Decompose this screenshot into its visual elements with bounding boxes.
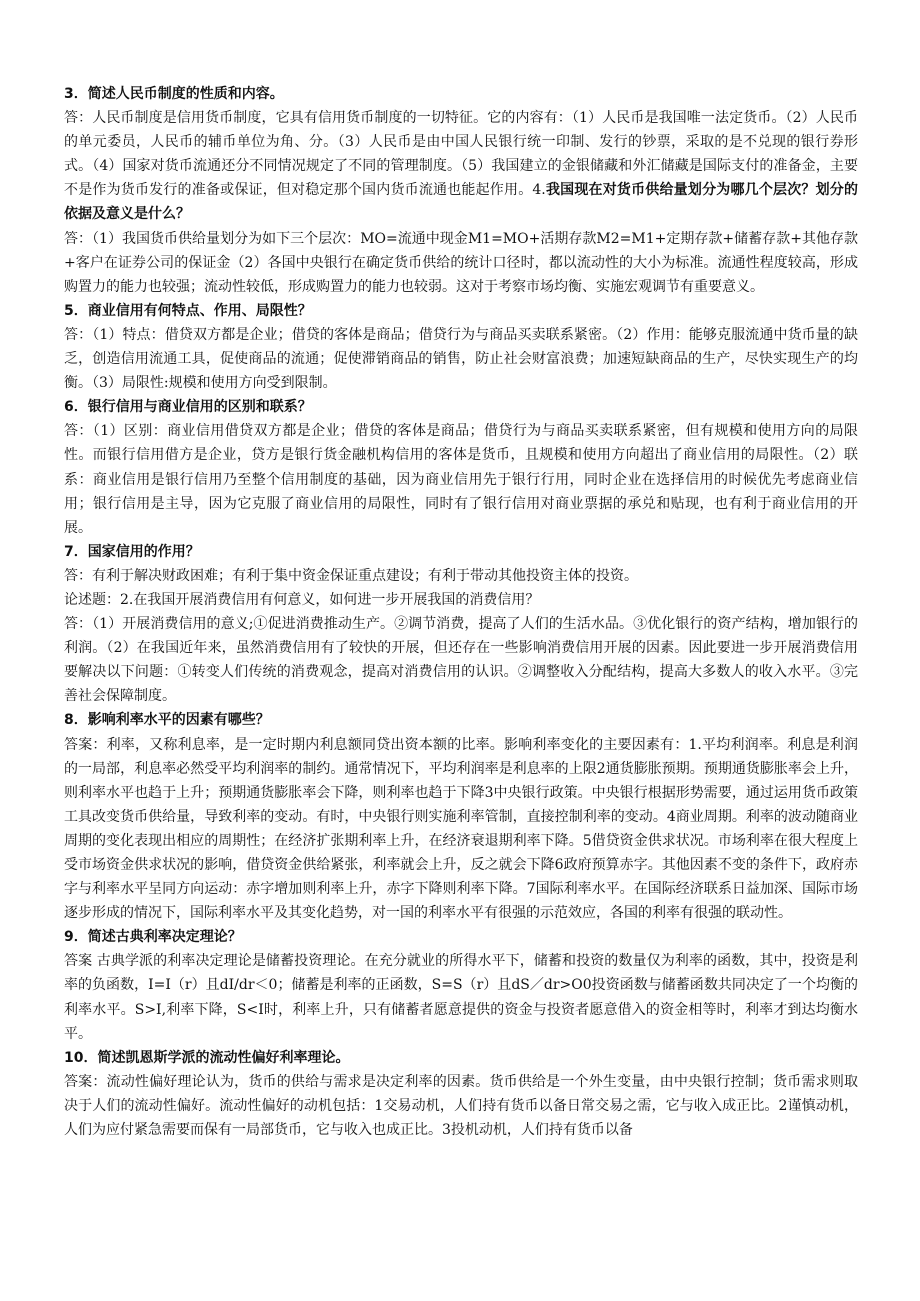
answer-10: 答案：流动性偏好理论认为，货币的供给与需求是决定利率的因素。货币供给是一个外生变量，由中央银行控制；货币需求则取决于人们的流动性偏好。流动性偏好的动机包括：1交易动机，人们持有货币以备日常交易之需，它与收入成正比。2谨慎动机，人们为应付紧急需要而保有一局部货币，它与收入也成正比。3投机动机，人们持有货币以备 — [64, 1073, 858, 1139]
answer-3 — [64, 106, 858, 226]
question-5-title: 5．商业信用有何特点、作用、局限性？ — [64, 302, 312, 319]
answer-3-text: 答：人民币制度是信用货币制度，它具有信用货币制度的一切特征。它的内容有：（1）人民币是我国唯一法定货币。（2）人民币的单元委员，人民币的辅币单位为角、分。（3）人民币是由中国人民银行统一印制、发行的钞票，采取的是不兑现的银行券形式。（4）国家对货币流通还分不同情况规定了不同的管理制度。（5）我国建立的金银储藏和外汇储藏是国际支付的准备金，主要不是作为货币发行的准备或保证，但对稳定那个国内货币流通也能起作用。4. — [64, 110, 858, 199]
document-page — [64, 82, 858, 1142]
question-7-title: 7．国家信用的作用？ — [64, 543, 200, 560]
answer-5: 答：（1）特点：借贷双方都是企业；借贷的客体是商品；借贷行为与商品买卖联系紧密。（2）作用：能够克服流通中货币量的缺乏，创造信用流通工具，促使商品的流通；促使滞销商品的销售，防止社会财富浪费；加速短缺商品的生产，尽快实现生产的均衡。（3）局限性:规模和使用方向受到限制。 — [64, 326, 858, 392]
question-9-title: 9．简述古典利率决定理论？ — [64, 929, 242, 946]
essay-answer: 答：（1）开展消费信用的意义;①促进消费推动生产。②调节消费，提高了人们的生活水品。③优化银行的资产结构，增加银行的利润。（2）在我国近年来，虽然消费信用有了较快的开展，但还存在一些影响消费信用开展的因素。因此要进一步开展消费信用要解决以下问题：①转变人们传统的消费观念，提高对消费信用的认识。②调整收入分配结构，提高大多数人的收入水平。③完善社会保障制度。 — [64, 616, 858, 705]
answer-9: 答案 古典学派的利率决定理论是储蓄投资理论。在充分就业的所得水平下，储蓄和投资的数量仅为利率的函数，其中，投资是利率的负函数，I=I（r）且dI/dr＜0；储蓄是利率的正函数，S=S（r）且dS／dr>O0投资函数与储蓄函数共同决定了一个均衡的利率水平。S>I,利率下降，S<I时，利率上升，只有储蓄者愿意提供的资金与投资者愿意借入的资金相等时，利率才到达均衡水平。 — [64, 953, 858, 1042]
answer-7: 答：有利于解决财政困难；有利于集中资金保证重点建设；有利于带动其他投资主体的投资。 — [64, 567, 638, 584]
answer-4: 答：（1）我国货币供给量划分为如下三个层次：MO=流通中现金M1=MO+活期存款M2=M1+定期存款+储蓄存款+其他存款+客户在证券公司的保证金（2）各国中央银行在确定货币供给的统计口径时，都以流动性的大小为标准。流通性程度较高，形成购置力的能力也较强；流动性较低，形成购置力的能力也较弱。这对于考察市场均衡、实施宏观调节有重要意义。 — [64, 230, 858, 295]
question-10-title: 10．简述凯恩斯学派的流动性偏好利率理论。 — [64, 1049, 350, 1066]
answer-6: 答：（1）区别：商业信用借贷双方都是企业；借贷的客体是商品；借贷行为与商品买卖联系紧密，但有规模和使用方向的局限性。而银行信用借方是企业，贷方是银行货金融机构信用的客体是货币，且规模和使用方向超出了商业信用的局限性。（2）联系：商业信用是银行信用乃至整个信用制度的基础，因为商业信用先于银行行用，同时企业在选择信用的时候优先考虑商业信用；银行信用是主导，因为它克服了商业信用的局限性，同时有了银行信用对商业票据的承兑和贴现，也有利于商业信用的开展。 — [64, 423, 858, 536]
essay-question-title: 论述题：2.在我国开展消费信用有何意义，如何进一步开展我国的消费信用？ — [64, 591, 540, 608]
question-6-title: 6．银行信用与商业信用的区别和联系？ — [64, 399, 312, 416]
question-3-title: 3．简述人民币制度的性质和内容。 — [64, 86, 284, 102]
answer-8: 答案：利率，又称利息率，是一定时期内利息额同贷出资本额的比率。影响利率变化的主要因素有：1.平均利润率。利息是利润的一局部，利息率必然受平均利润率的制约。通常情况下，平均利润率是利息率的上限2通货膨胀预期。预期通货膨胀率会上升，则利率水平也趋于上升；预期通货膨胀率会下降，则利率也趋于下降3中央银行政策。中央银行根据形势需要，通过运用货币政策工具改变货币供给量，导致利率的变动。有时，中央银行则实施利率管制，直接控制利率的变动。4商业周期。利率的波动随商业周期的变化表现出相应的周期性；在经济扩张期利率上升，在经济衰退期利率下降。5借贷资金供求状况。市场利率在很大程度上受市场资金供求状况的影响，借贷资金供给紧张，利率就会上升，反之就会下降6政府预算赤字。其他因素不变的条件下，政府赤字与利率水平呈同方向运动：赤字增加则利率上升，赤字下降则利率下降。7国际利率水平。在国际经济联系日益加深、国际市场逐步形成的情况下，国际利率水平及其变化趋势，对一国的利率水平有很强的示范效应，各国的利率有很强的联动性。 — [64, 736, 858, 922]
question-8-title: 8．影响利率水平的因素有哪些？ — [64, 712, 270, 729]
question-4-title: 我国现在对货币供给量划分为哪几个层次？划分的依据及意义是什么？ — [64, 182, 859, 223]
